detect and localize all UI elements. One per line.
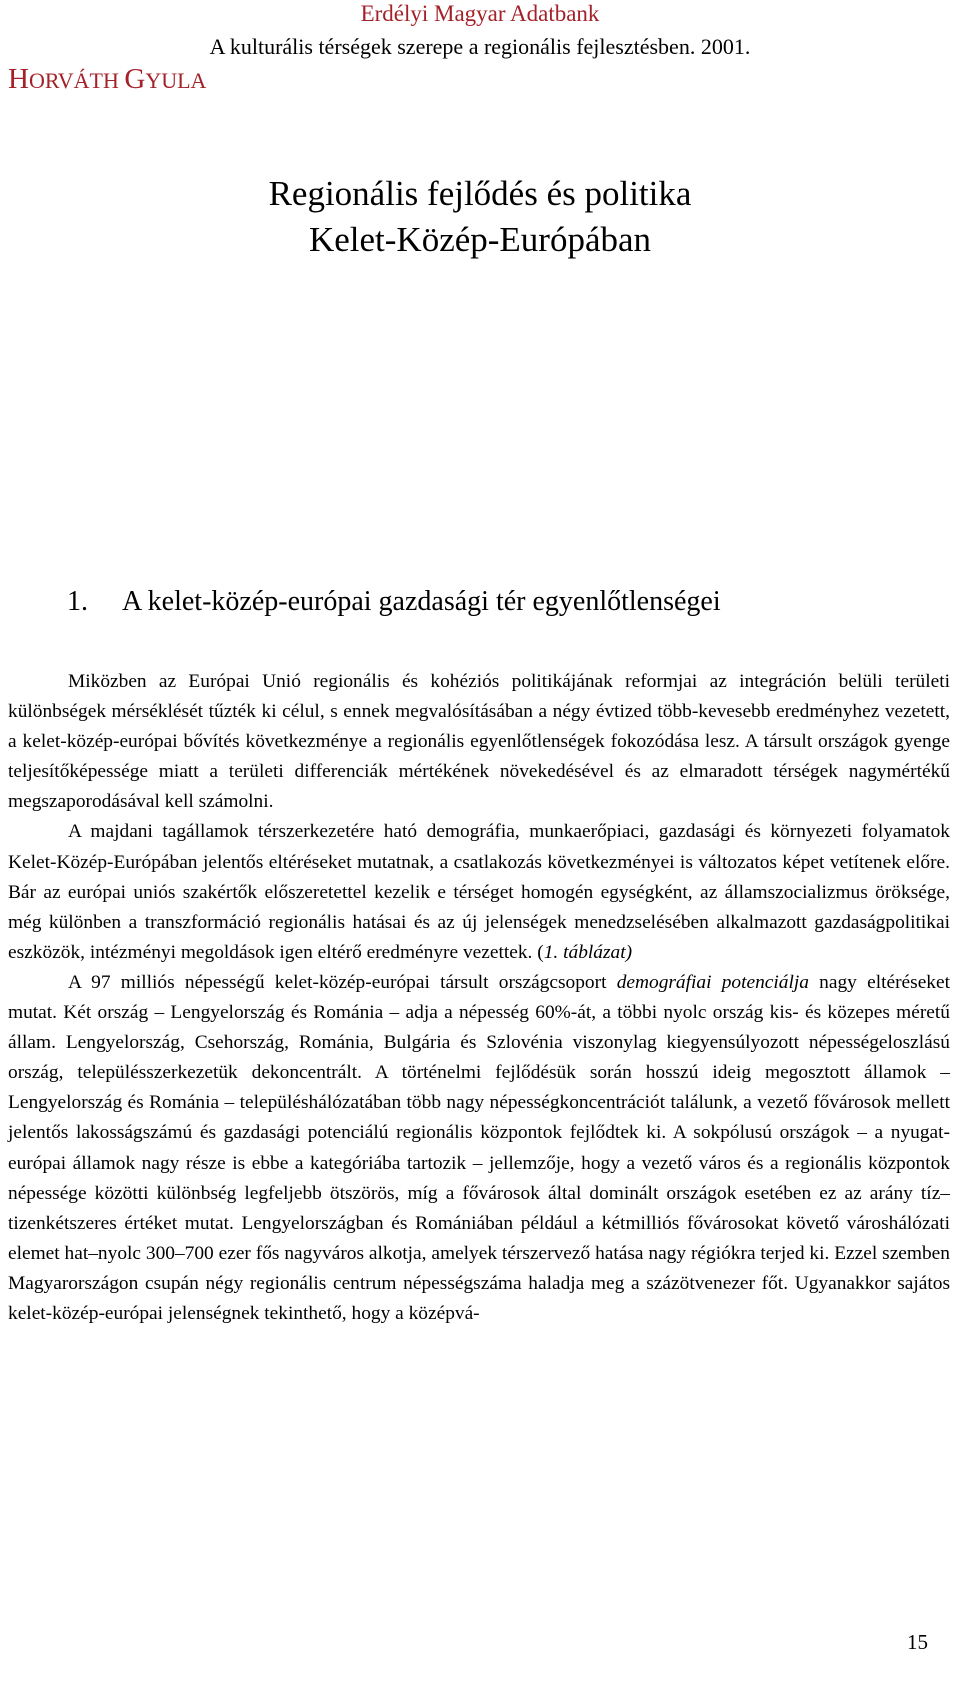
section-number: 1. (67, 586, 88, 617)
title-line-1: Regionális fejlődés és politika (268, 174, 692, 213)
page-number: 15 (907, 1630, 928, 1654)
body-text (8, 667, 950, 1329)
section-heading (67, 585, 947, 619)
title-line-2: Kelet-Közép-Európában (308, 220, 652, 259)
paragraph (8, 667, 950, 817)
section-title: A kelet-közép-európai gazdasági tér egyenlőtlenségei (122, 586, 721, 617)
emphasis-text: demográfiai potenciálja (616, 971, 809, 993)
paragraph-text: ) (625, 941, 633, 963)
author-name (8, 64, 206, 96)
paragraph-text: Miközben az Európai Unió regionális és kohéziós politikájának reformjai az integráción belüli területi különbségek mérséklését tűzték ki célul, s ennek megvalósításában a négy évtized több-kevesebb eredményhez vezetett, a kelet-közép-európai bővítés következménye a regionális egyenlőtlenségek fokozódása lesz. A társult országok gyenge teljesítőképessége miatt a területi differenciák mértékének növekedésével és az elmaradott térségek nagymértékű megszaporodásával kell számolni. (8, 671, 950, 813)
header-subtitle: A kulturális térségek szerepe a regionális fejlesztésben. 2001. (209, 34, 751, 59)
author-last-rest: YULA (145, 68, 207, 93)
table-reference: 1. táblázat (543, 941, 626, 963)
header-brand: Erdélyi Magyar Adatbank (360, 1, 600, 26)
page-title (0, 171, 960, 263)
author-last-initial: G (124, 63, 146, 95)
author-first-initial: H (8, 63, 29, 95)
paragraph-text: nagy eltéréseket mutat. Két ország – Lengyelország és Románia – adja a népesség 60%-át, a többi nyolc ország kis- és közepes méretű állam. Lengyelország, Csehország, Románia, Bulgária és Szlovénia viszonylag kiegyensúlyozott népességeloszlású ország, településszerkezetük dekoncentrált. A történelmi fejlődésük során hosszú ideig megosztott államok – Lengyelország és Románia – településhálózatában több nagy népességkoncentrációt találunk, a vezető fővárosok mellett jelentős lakosságszámú és gazdasági potenciálú regionális központok fejlődtek ki. A sokpólusú országok – a nyugat-európai államok nagy része is ebbe a kategóriába tartozik – jellemzője, hogy a vezető város és a regionális központok népessége közötti különbség legfeljebb ötszörös, míg a fővárosok által dominált országok esetében ez az arány tíz–tizenkétszeres értéket mutat. Lengyelországban és Romániában például a kétmilliós fővárosokat követő városhálózati elemet hat–nyolc 300–700 ezer fős nagyváros alkotja, amelyek térszervező hatása nagy régiókra terjed ki. Ezzel szemben Magyarországon csupán négy regionális centrum népességszáma haladja meg a százötvenezer főt. Ugyanakkor sajátos kelet-közép-európai jelenségnek tekinthető, hogy a középvá- (8, 971, 950, 1324)
author-first-rest: ORVÁTH (28, 68, 119, 93)
paragraph (8, 968, 950, 1329)
paragraph (8, 817, 950, 967)
paragraph-text: A majdani tagállamok térszerkezetére ható demográfia, munkaerőpiaci, gazdasági és környezeti folyamatok Kelet-Közép-Európában jelentős eltéréseket mutatnak, a csatlakozás következményei is változatos képet vetítenek előre. Bár az európai uniós szakértők előszeretettel kezelik e térséget homogén egységként, az államszocializmus öröksége, még különben a transzformáció regionális hatásai és az új jelenségek menedzselésében alkalmazott gazdaságpolitikai eszközök, intézményi megoldások igen eltérő eredményre vezettek. ( (8, 821, 950, 963)
paragraph-text: A 97 milliós népességű kelet-közép-európai társult országcsoport (68, 971, 617, 993)
